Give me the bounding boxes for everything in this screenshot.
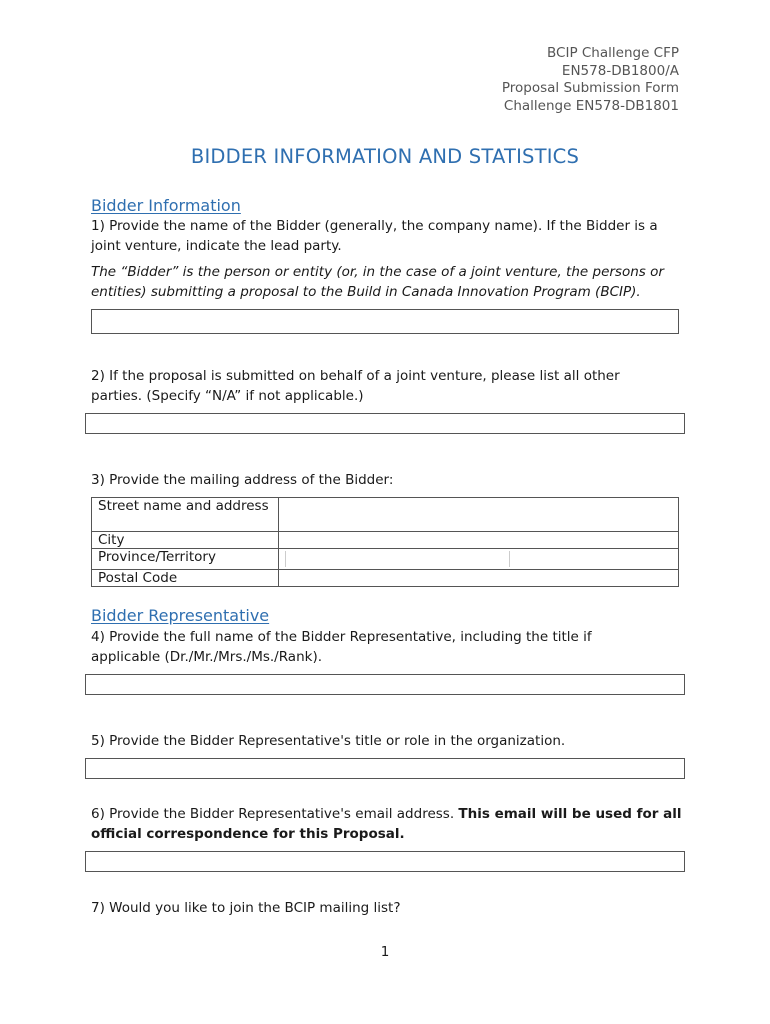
section-heading-bidder-information: Bidder Information: [91, 196, 241, 215]
question-6-emphasis: This email will be used for all official correspondence for this Proposal.: [91, 806, 682, 842]
postal-code-field[interactable]: [279, 570, 679, 587]
address-label-street: Street name and address: [92, 498, 279, 532]
document-header: [502, 45, 679, 115]
joint-venture-parties-field[interactable]: [85, 413, 685, 434]
address-label-postal: Postal Code: [92, 570, 279, 587]
page-title: BIDDER INFORMATION AND STATISTICS: [190, 145, 580, 168]
question-1: 1) Provide the name of the Bidder (generally, the company name). If the Bidder is a joint venture, indicate the lead party.: [91, 218, 658, 254]
address-label-city: City: [92, 532, 279, 549]
city-field[interactable]: [279, 532, 679, 549]
mailing-address-table: [91, 497, 679, 587]
question-7: 7) Would you like to join the BCIP mailing list?: [91, 900, 401, 916]
header-line: BCIP Challenge CFP: [547, 45, 679, 61]
header-line: Proposal Submission Form: [501, 80, 679, 96]
header-line: Challenge EN578-DB1801: [503, 97, 679, 114]
question-3: 3) Provide the mailing address of the Bidder:: [91, 472, 394, 488]
street-address-field[interactable]: [279, 498, 679, 532]
page-number: 1: [380, 944, 390, 960]
representative-title-field[interactable]: [85, 758, 685, 779]
question-4: 4) Provide the full name of the Bidder Representative, including the title if applicable (Dr./Mr./Mrs./Ms./Rank).: [91, 629, 592, 665]
bidder-name-field[interactable]: [91, 309, 679, 334]
question-2: 2) If the proposal is submitted on behalf of a joint venture, please list all other parties. (Specify “N/A” if not applicable.): [91, 368, 620, 404]
section-heading-bidder-representative: Bidder Representative: [91, 606, 270, 625]
header-line: EN578-DB1800/A: [561, 62, 679, 79]
field-divider: [509, 551, 510, 567]
address-label-province: Province/Territory: [92, 549, 279, 570]
question-6-text: 6) Provide the Bidder Representative's email address.: [91, 806, 459, 822]
representative-email-field[interactable]: [85, 851, 685, 872]
representative-name-field[interactable]: [85, 674, 685, 695]
question-5: 5) Provide the Bidder Representative's title or role in the organization.: [91, 733, 566, 749]
bidder-definition-note: The “Bidder” is the person or entity (or, in the case of a joint venture, the persons or entities) submitting a proposal to the Build in Canada Innovation Program (BCIP).: [91, 264, 664, 300]
question-6: [91, 804, 691, 844]
field-divider: [285, 551, 286, 567]
province-field[interactable]: [279, 549, 679, 570]
